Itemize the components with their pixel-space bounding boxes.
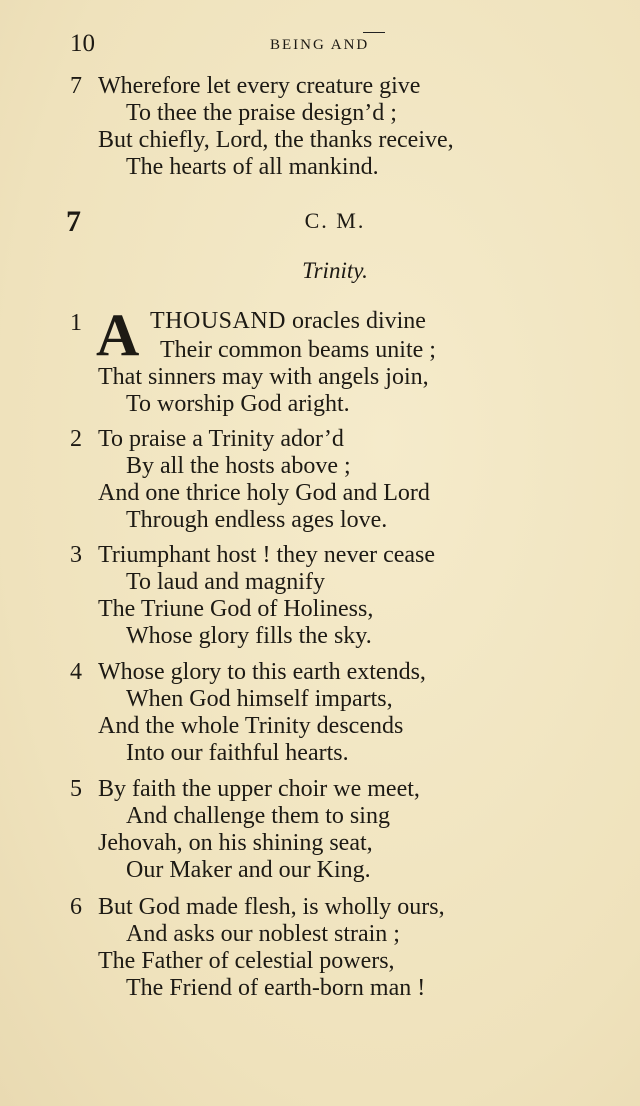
verse-line: To worship God aright. (126, 391, 350, 417)
stanza-number: 2 (70, 426, 82, 452)
verse-line: Whose glory fills the sky. (126, 623, 372, 649)
verse-line: And one thrice holy God and Lord (98, 480, 430, 506)
stanza-number: 1 (70, 310, 82, 336)
header-rule (363, 32, 385, 33)
verse-line: And the whole Trinity descends (98, 713, 404, 739)
verse-line (150, 308, 426, 335)
hymn-title: Trinity. (302, 258, 368, 283)
drop-cap: A (96, 302, 140, 368)
verse-line: The hearts of all mankind. (126, 154, 379, 180)
running-head: BEING AND (270, 37, 370, 53)
verse-line: To thee the praise design’d ; (126, 100, 397, 126)
verse-line: Our Maker and our King. (126, 857, 371, 883)
verse-line: To praise a Trinity ador’d (98, 426, 344, 452)
verse-line: To laud and magnify (126, 569, 325, 595)
first-line-rest: oracles divine (286, 308, 426, 334)
stanza-number: 4 (70, 659, 82, 685)
verse-line: Jehovah, on his shining seat, (98, 830, 373, 856)
hymn-meter: C. M. (304, 208, 366, 233)
verse-line: The Triune God of Holiness, (98, 596, 374, 622)
stanza-number: 7 (70, 73, 82, 99)
verse-line: And challenge them to sing (126, 803, 390, 829)
page-header (70, 30, 540, 60)
page-number: 10 (70, 30, 95, 57)
verse-line: When God himself imparts, (126, 686, 393, 712)
verse-line: And asks our noblest strain ; (126, 921, 400, 947)
verse-line: The Father of celestial powers, (98, 948, 395, 974)
stanza-number: 6 (70, 894, 82, 920)
first-word-caps: THOUSAND (150, 308, 286, 334)
verse-line: But chiefly, Lord, the thanks receive, (98, 127, 454, 153)
stanza-number: 3 (70, 542, 82, 568)
verse-line: Their common beams unite ; (160, 337, 436, 363)
verse-line: By faith the upper choir we meet, (98, 776, 420, 802)
verse-line: Whose glory to this earth extends, (98, 659, 426, 685)
verse-line: That sinners may with angels join, (98, 364, 429, 390)
verse-line: Wherefore let every creature give (98, 73, 421, 99)
hymn-number: 7 (66, 205, 81, 238)
verse-line: Through endless ages love. (126, 507, 388, 533)
verse-line: But God made flesh, is wholly ours, (98, 894, 445, 920)
verse-line: By all the hosts above ; (126, 453, 351, 479)
verse-line: Into our faithful hearts. (126, 740, 349, 766)
verse-line: Triumphant host ! they never cease (98, 542, 436, 568)
stanza-number: 5 (70, 776, 82, 802)
verse-line: The Friend of earth-born man ! (126, 975, 426, 1001)
